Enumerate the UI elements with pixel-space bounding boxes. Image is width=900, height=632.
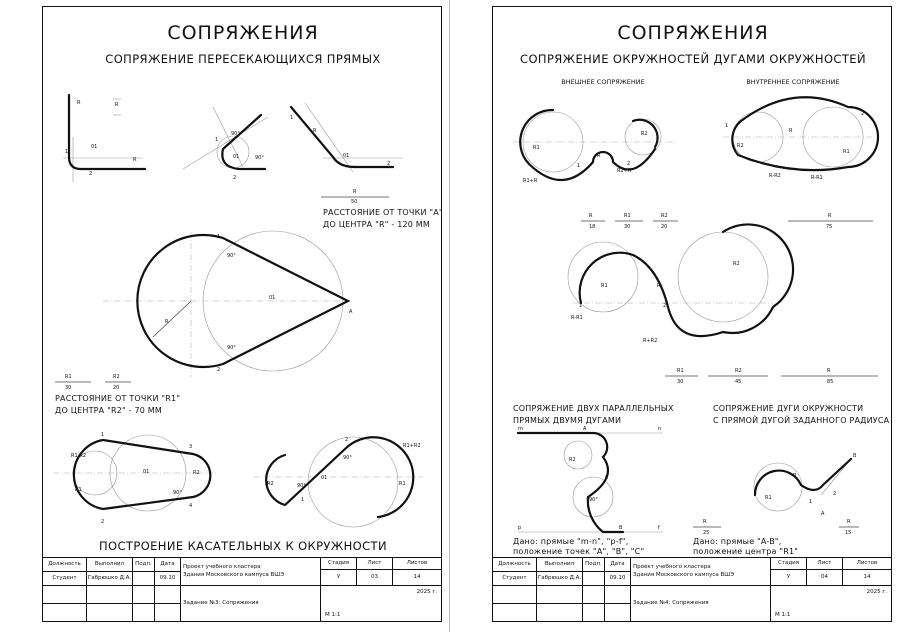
bottom-heading: ПОСТРОЕНИЕ КАСАТЕЛЬНЫХ К ОКРУЖНОСТИ <box>99 539 387 553</box>
fillet-label-r-right: R <box>133 157 137 163</box>
right-sheet-subtitle: СОПРЯЖЕНИЕ ОКРУЖНОСТЕЙ ДУГАМИ ОКРУЖНОСТЕЙ <box>520 52 866 66</box>
svg-text:1: 1 <box>579 303 583 309</box>
outer-label: ВНЕШНЕЕ СОПРЯЖЕНИЕ <box>561 78 645 86</box>
parallel-title-line2: ПРЯМЫХ ДВУМЯ ДУГАМИ <box>513 416 622 425</box>
svg-text:90°: 90° <box>297 483 306 489</box>
tb-header-date: Дата <box>155 558 181 572</box>
tb-project-line2: Здания Московского кампуса ВШЭ <box>633 571 735 578</box>
svg-text:R: R <box>597 153 601 159</box>
left-drawing-sheet <box>42 6 442 622</box>
tb-task: Задание №4: Сопряжения <box>631 586 771 622</box>
tangent-label-90a: 90° <box>227 253 236 259</box>
svg-text:R: R <box>657 283 661 289</box>
tb-scale-year <box>771 586 891 622</box>
svg-text:2: 2 <box>627 161 631 167</box>
tb-name: Габрюшко Д.А. <box>537 572 583 586</box>
svg-text:R1: R1 <box>624 213 631 219</box>
sheet-divider <box>449 0 450 632</box>
tb-year: 2025 г. <box>416 589 437 595</box>
tb-header-sign: Подп. <box>583 558 605 572</box>
tb-scale: М 1:1 <box>775 611 791 618</box>
outer-dimensions <box>581 213 678 230</box>
svg-text:2: 2 <box>101 519 105 525</box>
mid-dimensions <box>665 368 878 385</box>
svg-text:R1: R1 <box>399 481 406 487</box>
fillet-label-o1: 01 <box>91 144 98 150</box>
fillet-label-r: R <box>115 102 119 108</box>
tb-header-role: Должность <box>43 558 87 572</box>
svg-text:85: 85 <box>827 379 834 385</box>
tangent-label-o1: 01 <box>269 295 276 301</box>
svg-text:R: R <box>827 368 831 374</box>
svg-text:R: R <box>703 519 707 525</box>
obtuse-label-r: R <box>313 128 317 134</box>
svg-text:25: 25 <box>703 530 710 536</box>
arc-line-figure <box>754 453 857 517</box>
svg-text:p: p <box>518 525 522 531</box>
svg-text:A: A <box>583 426 587 432</box>
tangent-label-1: 1 <box>217 234 221 240</box>
title-block-right <box>493 557 891 622</box>
tb-sheet: 04 <box>807 570 843 586</box>
parallel-title-line1: СОПРЯЖЕНИЕ ДВУХ ПАРАЛЛЕЛЬНЫХ <box>513 404 674 413</box>
svg-text:R1: R1 <box>765 495 772 501</box>
dimension-r1-30 <box>55 374 91 391</box>
fillet-right-angle-figure <box>63 95 145 182</box>
svg-text:1: 1 <box>809 499 813 505</box>
svg-text:R2: R2 <box>737 143 744 149</box>
svg-text:B: B <box>619 525 623 531</box>
svg-text:2: 2 <box>663 303 667 309</box>
tangent-label-2: 2 <box>217 367 221 373</box>
tb-project-line1: Проект учебного кластера <box>633 564 711 570</box>
tb-header-sheets: Листов <box>393 558 441 570</box>
tb-project-line1: Проект учебного кластера <box>183 564 261 570</box>
svg-text:R1: R1 <box>601 283 608 289</box>
svg-text:R2: R2 <box>641 131 648 137</box>
fillet-label-2: 2 <box>89 171 93 177</box>
svg-text:01: 01 <box>321 475 328 481</box>
tb-stage: У <box>771 570 807 586</box>
svg-text:15: 15 <box>845 530 852 536</box>
svg-text:R2+R: R2+R <box>617 168 632 174</box>
tb-header-sheet: Лист <box>357 558 393 570</box>
tb-date: 09.10 <box>605 572 631 586</box>
svg-text:90°: 90° <box>343 455 352 461</box>
svg-text:R: R <box>828 213 832 219</box>
inner-label: ВНУТРЕННЕЕ СОПРЯЖЕНИЕ <box>746 78 840 86</box>
obtuse-label-2: 2 <box>387 161 391 167</box>
svg-text:2: 2 <box>833 491 837 497</box>
svg-text:f: f <box>658 525 660 531</box>
acute-label-1: 1 <box>215 137 219 143</box>
tb-scale: М 1:1 <box>325 611 341 618</box>
svg-text:01: 01 <box>143 469 150 475</box>
tb-header-sign: Подп. <box>133 558 155 572</box>
svg-text:R1: R1 <box>75 487 82 493</box>
svg-text:R-R1: R-R1 <box>571 315 583 321</box>
outer-fillet-figure <box>513 110 678 184</box>
left-sheet-subtitle: СОПРЯЖЕНИЕ ПЕРЕСЕКАЮЩИХСЯ ПРЯМЫХ <box>105 52 381 66</box>
svg-text:R2: R2 <box>267 481 274 487</box>
tb-date: 09.10 <box>155 572 181 586</box>
note-a-line1: РАССТОЯНИЕ ОТ ТОЧКИ "А" <box>323 208 443 217</box>
tb-sheet: 03 <box>357 570 393 586</box>
svg-text:50: 50 <box>351 199 358 205</box>
svg-text:R1: R1 <box>677 368 684 374</box>
svg-text:R2: R2 <box>733 261 740 267</box>
svg-text:R: R <box>353 189 357 195</box>
given-parallel-line2: положение точек "A", "B", "C" <box>513 547 645 556</box>
svg-text:R-R2: R-R2 <box>769 173 781 179</box>
belt-tangent-figure <box>53 432 218 525</box>
tb-header-date: Дата <box>605 558 631 572</box>
fillet-label-r-top: R <box>77 100 81 106</box>
arc-title-line1: СОПРЯЖЕНИЕ ДУГИ ОКРУЖНОСТИ <box>713 404 864 413</box>
tangent-circle-figure <box>103 231 353 377</box>
svg-text:R1-R2: R1-R2 <box>71 453 87 459</box>
svg-text:75: 75 <box>826 224 833 230</box>
dimension-r-25 <box>693 519 721 536</box>
svg-text:1: 1 <box>577 163 581 169</box>
tb-role: Студент <box>43 572 87 586</box>
given-arc-line1: Дано: прямые "A-B", <box>693 537 782 546</box>
tb-header-name: Выполнил <box>87 558 133 572</box>
inner-fillet-figure <box>723 97 878 181</box>
given-arc-line2: положение центра "R1" <box>693 547 799 556</box>
acute-label-2: 2 <box>233 175 237 181</box>
tb-project <box>631 558 771 586</box>
fillet-acute-figure <box>183 107 268 181</box>
svg-text:R1: R1 <box>533 145 540 151</box>
given-parallel-line1: Дано: прямые "m-n", "p-f", <box>513 537 629 546</box>
obtuse-label-1: 1 <box>290 115 294 121</box>
tb-year: 2025 г. <box>866 589 887 595</box>
svg-text:4: 4 <box>189 503 193 509</box>
tb-header-stage: Стадия <box>771 558 807 570</box>
svg-text:n: n <box>658 426 662 432</box>
svg-text:R: R <box>789 128 793 134</box>
tb-header-sheets: Листов <box>843 558 891 570</box>
svg-text:m: m <box>518 426 523 432</box>
tangent-label-90b: 90° <box>227 345 236 351</box>
tb-header-sheet: Лист <box>807 558 843 570</box>
tb-role: Студент <box>493 572 537 586</box>
tb-header-name: Выполнил <box>537 558 583 572</box>
tb-header-role: Должность <box>493 558 537 572</box>
tb-header-stage: Стадия <box>321 558 357 570</box>
svg-text:R1: R1 <box>65 374 72 380</box>
mid-s-curve-figure <box>568 224 793 344</box>
svg-text:B: B <box>853 453 857 459</box>
svg-text:R1+R: R1+R <box>523 178 538 184</box>
tb-name: Габрюшко Д.А. <box>87 572 133 586</box>
svg-text:20: 20 <box>661 224 668 230</box>
s-curve-tangent-figure <box>253 437 423 527</box>
title-block-left <box>43 557 441 622</box>
svg-text:30: 30 <box>65 385 72 391</box>
note-a-line2: ДО ЦЕНТРА "R" - 120 ММ <box>323 220 431 229</box>
tb-project <box>181 558 321 586</box>
tangent-label-r: R <box>165 319 169 325</box>
tb-stage: У <box>321 570 357 586</box>
tb-sheets: 14 <box>843 570 891 586</box>
svg-text:1: 1 <box>725 123 729 129</box>
svg-text:R: R <box>847 519 851 525</box>
svg-text:R2: R2 <box>569 457 576 463</box>
fillet-label-1: 1 <box>65 149 69 155</box>
right-sheet-drawing <box>493 7 893 557</box>
parallel-lines-figure <box>518 426 663 532</box>
svg-text:30: 30 <box>624 224 631 230</box>
tb-sign <box>133 572 155 586</box>
svg-text:90°: 90° <box>589 497 598 503</box>
svg-text:18: 18 <box>589 224 596 230</box>
tb-project-line2: Здания Московского кампуса ВШЭ <box>183 571 285 578</box>
dimension-r-50 <box>321 189 389 205</box>
svg-text:R: R <box>589 213 593 219</box>
svg-text:R: R <box>793 473 797 479</box>
acute-label-90b: 90° <box>255 155 264 161</box>
tb-sign <box>583 572 605 586</box>
acute-label-90a: 90° <box>231 131 240 137</box>
inner-dimension <box>788 213 873 230</box>
left-sheet-drawing <box>43 7 443 557</box>
right-sheet-title: СОПРЯЖЕНИЯ <box>617 22 769 44</box>
obtuse-label-o1: 01 <box>343 153 350 159</box>
left-sheet-title: СОПРЯЖЕНИЯ <box>167 22 319 44</box>
svg-text:20: 20 <box>113 385 120 391</box>
acute-label-o1: 01 <box>233 154 240 160</box>
tb-task: Задание №3: Сопряжения <box>181 586 321 622</box>
svg-text:R2: R2 <box>113 374 120 380</box>
right-drawing-sheet <box>492 6 892 622</box>
svg-text:A: A <box>821 511 825 517</box>
svg-text:R1: R1 <box>843 149 850 155</box>
tb-scale-year <box>321 586 441 622</box>
dimension-r-15 <box>839 519 859 536</box>
svg-text:90°: 90° <box>173 490 182 496</box>
svg-text:R2: R2 <box>735 368 742 374</box>
svg-text:R+R2: R+R2 <box>643 338 658 344</box>
fillet-obtuse-figure <box>290 103 403 172</box>
dimension-r2-20 <box>105 374 131 391</box>
svg-text:45: 45 <box>735 379 742 385</box>
svg-text:1: 1 <box>101 432 105 438</box>
svg-text:1: 1 <box>301 497 305 503</box>
tangent-label-a: A <box>349 309 353 315</box>
note-r1-line2: ДО ЦЕНТРА "R2" - 70 ММ <box>55 406 163 415</box>
svg-text:30: 30 <box>677 379 684 385</box>
svg-text:3: 3 <box>189 444 193 450</box>
arc-title-line2: С ПРЯМОЙ ДУГОЙ ЗАДАННОГО РАДИУСА <box>713 416 890 425</box>
svg-text:R1+R2: R1+R2 <box>403 443 421 449</box>
svg-text:C: C <box>605 475 609 481</box>
svg-text:R-R1: R-R1 <box>811 175 823 181</box>
svg-text:R2: R2 <box>193 470 200 476</box>
note-r1-line1: РАССТОЯНИЕ ОТ ТОЧКИ "R1" <box>55 394 181 403</box>
tb-sheets: 14 <box>393 570 441 586</box>
svg-text:2: 2 <box>345 437 349 443</box>
svg-text:2: 2 <box>861 111 865 117</box>
svg-text:R2: R2 <box>661 213 668 219</box>
